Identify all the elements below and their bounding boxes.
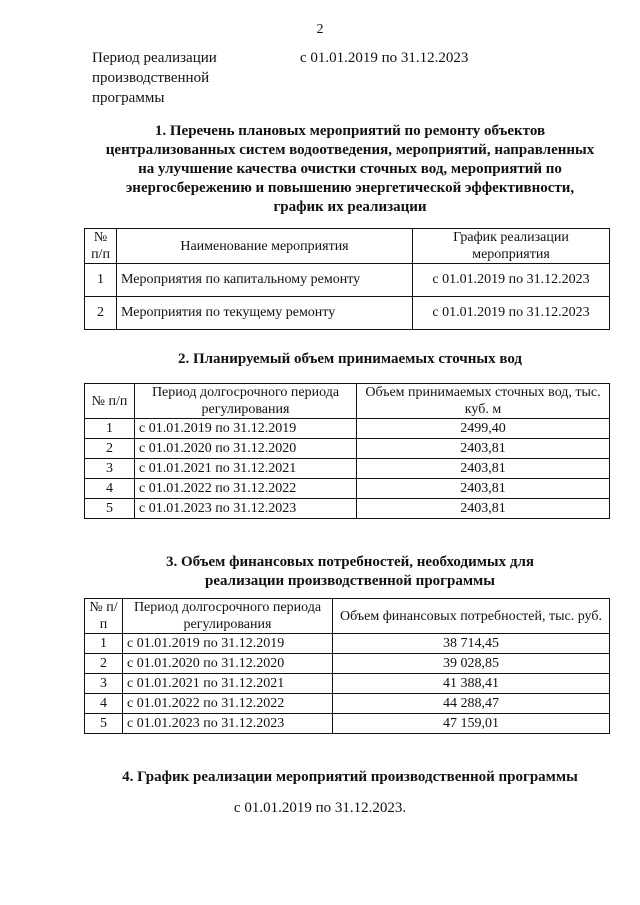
repair-measures-table	[84, 228, 610, 330]
table-row	[85, 264, 610, 297]
header-number: № п/п	[85, 229, 117, 264]
row-number: 1	[85, 264, 117, 297]
row-number: 2	[85, 297, 117, 330]
row-number: 5	[85, 714, 123, 734]
volume-cell: 2403,81	[357, 479, 610, 499]
row-number: 1	[85, 419, 135, 439]
table-row	[85, 479, 610, 499]
program-period-label: Период реализации производственной программы	[92, 50, 217, 106]
amount-cell: 38 714,45	[333, 634, 610, 654]
wastewater-volume-table	[84, 383, 610, 519]
row-number: 1	[85, 634, 123, 654]
table-header-row	[85, 599, 610, 634]
page-number: 2	[316, 22, 324, 37]
row-number: 3	[85, 674, 123, 694]
period-cell: с 01.01.2020 по 31.12.2020	[123, 654, 333, 674]
period-cell: с 01.01.2022 по 31.12.2022	[135, 479, 357, 499]
volume-cell: 2499,40	[357, 419, 610, 439]
header-number: № п/п	[85, 384, 135, 419]
header-period: Период долгосрочного периода регулирования	[135, 384, 357, 419]
period-cell: с 01.01.2021 по 31.12.2021	[135, 459, 357, 479]
table-row	[85, 634, 610, 654]
period-cell: с 01.01.2019 по 31.12.2019	[135, 419, 357, 439]
period-cell: с 01.01.2022 по 31.12.2022	[123, 694, 333, 714]
period-cell: с 01.01.2020 по 31.12.2020	[135, 439, 357, 459]
amount-cell: 47 159,01	[333, 714, 610, 734]
table-row	[85, 674, 610, 694]
section4-title: 4. График реализации мероприятий производственной программы	[122, 769, 578, 785]
section3-title: 3. Объем финансовых потребностей, необходимых для реализации производственной программы	[165, 554, 535, 589]
program-period-value: с 01.01.2019 по 31.12.2023	[300, 50, 469, 66]
table-row	[85, 439, 610, 459]
table-row	[85, 714, 610, 734]
table-header-row	[85, 229, 610, 264]
volume-cell: 2403,81	[357, 499, 610, 519]
table-row	[85, 694, 610, 714]
period-cell: с 01.01.2023 по 31.12.2023	[135, 499, 357, 519]
table-row	[85, 419, 610, 439]
section1-title: 1. Перечень плановых мероприятий по ремонту объектов централизованных систем водоотведения, мероприятий, направленных на улучшение качества очистки сточных вод, мероприятий по энергосбережению и повышению энергетической эффективности, график их реализации	[105, 123, 595, 215]
header-schedule: График реализации мероприятия	[413, 229, 610, 264]
period-cell: с 01.01.2021 по 31.12.2021	[123, 674, 333, 694]
header-number: № п/п	[85, 599, 123, 634]
header-period: Период долгосрочного периода регулирования	[123, 599, 333, 634]
header-financial-volume: Объем финансовых потребностей, тыс. руб.	[333, 599, 610, 634]
row-number: 4	[85, 479, 135, 499]
measure-schedule: с 01.01.2019 по 31.12.2023	[413, 264, 610, 297]
volume-cell: 2403,81	[357, 439, 610, 459]
amount-cell: 44 288,47	[333, 694, 610, 714]
period-cell: с 01.01.2019 по 31.12.2019	[123, 634, 333, 654]
financial-needs-table	[84, 598, 610, 734]
section4-period: с 01.01.2019 по 31.12.2023.	[233, 800, 407, 816]
row-number: 5	[85, 499, 135, 519]
row-number: 3	[85, 459, 135, 479]
header-measure-name: Наименование мероприятия	[117, 229, 413, 264]
volume-cell: 2403,81	[357, 459, 610, 479]
header-volume: Объем принимаемых сточных вод, тыс. куб. м	[357, 384, 610, 419]
measure-name: Мероприятия по текущему ремонту	[117, 297, 413, 330]
row-number: 2	[85, 439, 135, 459]
table-row	[85, 499, 610, 519]
table-header-row	[85, 384, 610, 419]
section2-title: 2. Планируемый объем принимаемых сточных вод	[177, 351, 523, 367]
period-cell: с 01.01.2023 по 31.12.2023	[123, 714, 333, 734]
table-row	[85, 297, 610, 330]
table-row	[85, 459, 610, 479]
amount-cell: 39 028,85	[333, 654, 610, 674]
measure-name: Мероприятия по капитальному ремонту	[117, 264, 413, 297]
measure-schedule: с 01.01.2019 по 31.12.2023	[413, 297, 610, 330]
table-row	[85, 654, 610, 674]
row-number: 4	[85, 694, 123, 714]
row-number: 2	[85, 654, 123, 674]
amount-cell: 41 388,41	[333, 674, 610, 694]
